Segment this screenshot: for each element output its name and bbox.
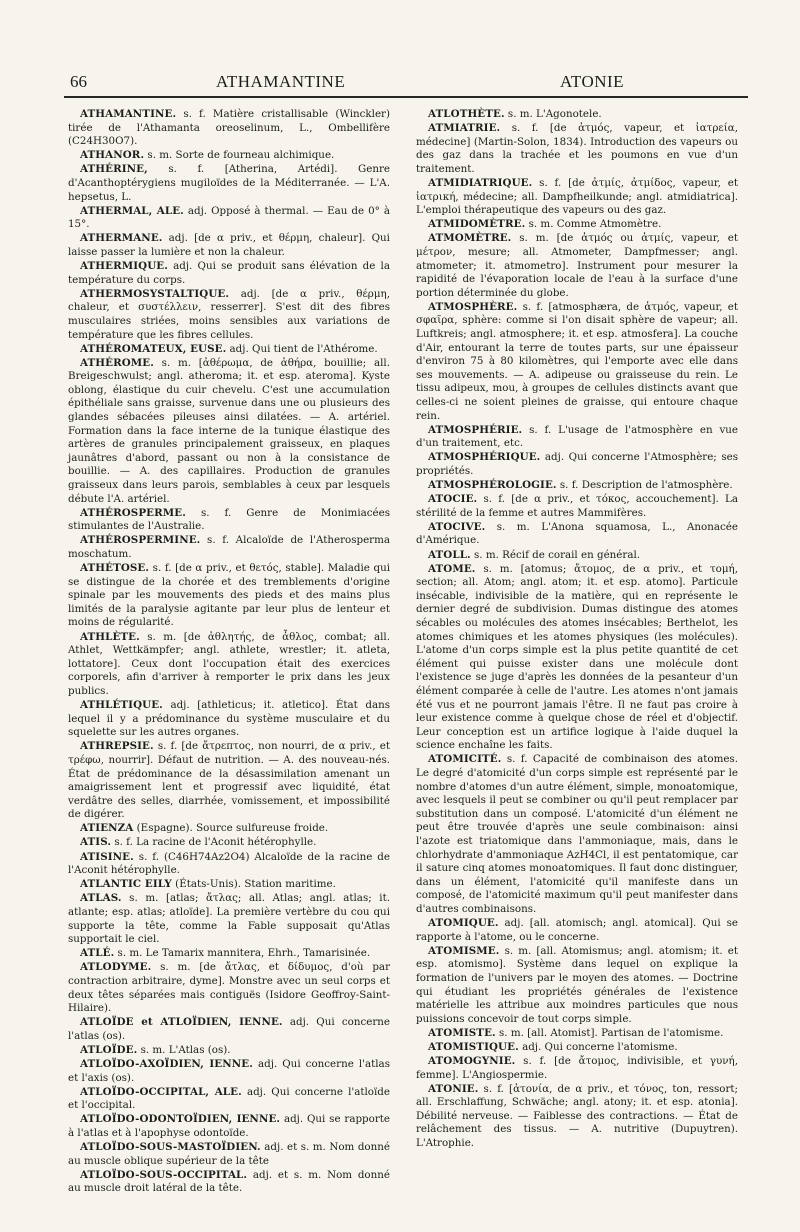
- entry-definition: adj. Qui se rapporte à l'atlas et à l'apophyse odontoïde.: [68, 1113, 390, 1139]
- dictionary-entry: [68, 947, 390, 961]
- entry-definition: s. f. Capacité de combinaison des atomes. Le degré d'atomicité d'un corps simple est représenté par le nombre d'atomes d'un autre élément, simple, monoatomique, avec lesquels il peut se combiner ou qu'il peut remplacer par substitution dans un composé. L'atomicité d'un élément ne peut être trouvée d'après une seule combinaison: ainsi l'azote est triatomique dans l'ammoniaque, mais, dans le chlorhydrate d'ammoniaque AzH4Cl, il est pentatomique, car il sature cinq atomes monoatomiques. Il faut donc distinguer, dans un élément, l'atomicité qu'il manifeste dans un composé, de l'atomicité maximum qu'il peut manifester dans d'autres combinaisons.: [416, 753, 738, 915]
- entry-definition: s. m. Comme Atmomètre.: [528, 218, 662, 231]
- entry-definition: adj. Qui concerne l'atloïde et l'occipital.: [68, 1085, 390, 1112]
- entry-definition: s. m. [atlas; ἄτλας; all. Atlas; angl. atlas; it. atlante; esp. atlas; atloïde]. La première vertèbre du cou qui supporte la tête, comme la Fable supposait qu'Atlas supportait le ciel.: [68, 892, 390, 946]
- entry-definition: adj. Qui concerne l'atomisme.: [522, 1040, 678, 1053]
- entry-definition: s. f. Alcaloïde de l'Atherosperma moschatum.: [68, 534, 390, 560]
- entry-headword: ATHÉROSPERME.: [80, 506, 186, 519]
- entry-headword: ATLOÏDO-AXOÏDIEN, IENNE.: [80, 1057, 253, 1070]
- dictionary-entry: [416, 1055, 738, 1082]
- dictionary-entry: [416, 218, 738, 232]
- dictionary-entry: [416, 563, 738, 753]
- entry-headword: ATLANTIC EILY: [80, 878, 172, 891]
- entry-definition: s. m. Récif de corail en général.: [474, 548, 641, 561]
- dictionary-entry: [68, 357, 390, 507]
- dictionary-entry: [68, 1016, 390, 1043]
- dictionary-entry: [68, 260, 390, 287]
- entry-definition: s. f. [de ἀτμός, vapeur, et ἰατρεία, médecine] (Martin-Solon, 1834). Introduction des vapeurs ou des gaz dans la trachée et les poumons en vue d'un traitement.: [416, 122, 738, 175]
- dictionary-entry: [68, 149, 390, 163]
- dictionary-entry: [68, 108, 390, 149]
- dictionary-entry: [416, 1083, 738, 1151]
- entry-headword: ATLOTHÈTE.: [428, 108, 505, 120]
- entry-definition: s. f. [de α priv., et θετός, stable]. Maladie qui se distingue de la chorée et des tremblements d'origine spinale par les mouvements des pieds et des mains plus limités de la paralysie agitante par leur plus de lenteur et moins de régularité.: [68, 562, 390, 629]
- dictionary-entry: [68, 878, 390, 892]
- dictionary-entry: [416, 451, 738, 478]
- page-number: 66: [70, 72, 87, 91]
- entry-headword: ATMOMÈTRE.: [428, 232, 512, 245]
- page-header: [64, 68, 748, 98]
- dictionary-entry: [68, 851, 390, 878]
- dictionary-entry: [416, 232, 738, 300]
- entry-definition: s. f. Description de l'atmosphère.: [559, 479, 733, 492]
- entry-definition: s. m. L'Anona squamosa, L., Anonacée d'Amérique.: [416, 520, 738, 547]
- dictionary-entry: [68, 961, 390, 1015]
- entry-definition: adj. Qui concerne l'atlas et l'axis (os).: [68, 1057, 390, 1084]
- dictionary-entry: [416, 945, 738, 1027]
- dictionary-entry: [416, 301, 738, 423]
- guide-word-left: ATHAMANTINE: [216, 72, 346, 91]
- entry-headword: ATIENZA: [80, 822, 134, 835]
- entry-headword: ATISINE.: [80, 850, 134, 863]
- dictionary-entry: [416, 108, 738, 122]
- entry-definition: adj. et s. m. Nom donné au muscle oblique supérieur de la tête: [68, 1141, 390, 1167]
- entry-definition: s. f. [de ἄτρεπτος, non nourri, de α priv., et τρέφω, nourrir]. Défaut de nutrition. — A. des nouveau-nés. État de prédominance de la désassimilation amenant un amaigrissement lent et progressif avec liquidité, état verdâtre des selles, diarrhée, vomissement, et impossibilité de digérer.: [68, 740, 390, 821]
- guide-word-right: ATONIE: [560, 72, 625, 91]
- entry-definition: s. m. [all. Atomist]. Partisan de l'atomisme.: [499, 1026, 724, 1039]
- entry-definition: adj. [de α priv., θέρμη, chaleur, et συστέλλειν, resserrer]. S'est dit des fibres musculaires striées, moins sensibles aux variations de température que les fibres cellules.: [68, 287, 390, 341]
- entry-headword: ATLOÏDO-SOUS-OCCIPITAL.: [80, 1168, 248, 1181]
- entry-definition: s. f. (C46H74Az2O4) Alcaloïde de la racine de l'Aconit hétérophylle.: [68, 850, 390, 877]
- entry-definition: (États-Unis). Station maritime.: [175, 878, 336, 891]
- dictionary-entry: [416, 479, 738, 493]
- entry-headword: ATMIATRIE.: [428, 122, 501, 135]
- dictionary-entry: [68, 699, 390, 740]
- entry-headword: ATHLÈTE.: [80, 630, 140, 643]
- entry-definition: (Espagne). Source sulfureuse froide.: [136, 822, 329, 835]
- entry-definition: s. f. [de ἀτμίς, ἀτμίδος, vapeur, et ἰατρική, médecine; all. Dampfheilkunde; angl. atmidiatrica]. L'emploi thérapeutique des vapeurs ou des gaz.: [416, 176, 739, 217]
- entry-headword: ATLODYME.: [80, 961, 152, 974]
- entry-definition: adj. Qui tient de l'Athérome.: [229, 342, 378, 355]
- dictionary-entry: [68, 534, 390, 561]
- entry-headword: ATMIDIATRIQUE.: [428, 176, 533, 189]
- entry-headword: ATHÉRINE,: [80, 163, 148, 176]
- dictionary-entry: [416, 549, 738, 563]
- entry-headword: ATLOÏDE.: [80, 1043, 138, 1056]
- dictionary-entry: [416, 1027, 738, 1041]
- dictionary-entry: [416, 122, 738, 176]
- entry-definition: s. f. [Atherina, Artédi]. Genre d'Acanthoptérygiens mugiloïdes de la Méditerranée. — L'A. hepsetus, L.: [68, 163, 390, 203]
- entry-headword: ATMOSPHÉROLOGIE.: [428, 479, 557, 492]
- entry-definition: s. m. L'Agonotele.: [507, 108, 602, 120]
- entry-definition: s. m. Sorte de fourneau alchimique.: [147, 149, 335, 162]
- dictionary-entry: [416, 424, 738, 451]
- entry-headword: ATMOSPHÈRE.: [428, 300, 518, 313]
- dictionary-entry: [68, 205, 390, 232]
- entry-headword: ATIS.: [80, 836, 112, 849]
- entry-definition: s. m. L'Atlas (os).: [140, 1043, 231, 1056]
- entry-definition: adj. Qui se produit sans élévation de la température du corps.: [68, 260, 390, 286]
- entry-definition: s. f. Matière cristallisable (Winckler) tirée de l'Athamanta oreoselinum, L., Ombellifère (C24H30O7).: [68, 108, 390, 148]
- entry-headword: ATMOSPHÉRIQUE.: [428, 451, 541, 464]
- entry-definition: s. f. [ἀτονία, de α priv., et τόνος, ton, ressort; all. Erschlaffung, Schwäche; angl. atony; it. et esp. atonia]. Débilité nerveuse. — Faiblesse des contractions. — État de relâchement des tissus. — A. nutritive (Dupuytren). L'Atrophie.: [416, 1082, 739, 1150]
- entry-definition: s. f. L'usage de l'atmosphère en vue d'un traitement, etc.: [416, 423, 738, 450]
- dictionary-entry: [416, 753, 738, 916]
- entry-definition: s. f. La racine de l'Aconit hétérophylle.: [114, 836, 317, 849]
- entry-headword: ATOMISME.: [428, 944, 500, 957]
- entry-definition: s. m. [de ἄτλας, et δίδυμος, d'où par contraction arbitraire, dyme]. Monstre avec un seul corps et deux têtes séparées mais contiguës (Isidore Geoffroy-Saint-Hilaire).: [68, 961, 390, 1015]
- dictionary-entry: [68, 343, 390, 357]
- entry-definition: adj. Qui concerne l'atlas (os).: [68, 1016, 390, 1042]
- right-column: [416, 108, 738, 1151]
- dictionary-entry: [68, 288, 390, 342]
- dictionary-entry: [68, 1113, 390, 1140]
- entry-definition: s. m. [all. Atomismus; angl. atomism; it. et esp. atomismo]. Système dans lequel on explique la formation de l'univers par le moyen des atomes. — Doctrine qui étudiant les propriétés générales de l'existence matérielle les attribue aux moindres particules que nous puissions concevoir de tout corps simple.: [416, 944, 738, 1025]
- entry-headword: ATHÉROSPERMINE.: [80, 534, 201, 547]
- entry-headword: ATOMOGYNIE.: [428, 1054, 516, 1067]
- entry-definition: s. m. [de ἀτμός ou ἀτμίς, vapeur, et μέτρον, mesure; all. Atmometer, Dampfmesser; angl. atmometer; it. atmometro]. Instrument pour mesurer la rapidité de l'évaporation locale de l'eau à la surface d'une portion déterminée du globe.: [416, 232, 738, 299]
- left-column: [68, 108, 390, 1196]
- dictionary-entry: [68, 1141, 390, 1168]
- dictionary-entry: [68, 1044, 390, 1058]
- entry-definition: s. m. [ἀθέρωμα, de ἀθήρα, bouillie; all. Breigeschwulst; angl. atheroma; it. et esp. ateroma]. Kyste oblong, élastique du cuir chevelu. C'est une accumulation épithéliale sans graisse, survenue dans une ou plusieurs des glandes sébacées pileuses ainsi dilatées. — A. artériel. Formation dans la face interne de la tunique élastique des artères de granules principalement graisseux, en plaques jaunâtres d'abord, passant ou non à la consistance de bouillie. — A. des capillaires. Production de granules graisseux dans leurs parois, semblables à ceux par lesquels débute l'A. artériel.: [68, 356, 390, 505]
- dictionary-entry: [416, 493, 738, 520]
- entry-definition: s. m. [de ἀθλητής, de ἆθλος, combat; all. Athlet, Wettkämpfer; angl. athlete, wrestler; it. atleta, lottatore]. Ceux dont l'occupation était des exercices corporels, afin d'arriver à remporter le prix dans les jeux publics.: [68, 630, 390, 697]
- entry-headword: ATOMIQUE.: [428, 917, 499, 930]
- entry-headword: ATLOÏDO-SOUS-MASTOÏDIEN.: [80, 1141, 261, 1154]
- entry-headword: ATOCIVE.: [428, 520, 486, 533]
- entry-definition: adj. Opposé à thermal. — Eau de 0° à 15°.: [68, 204, 390, 231]
- dictionary-entry: [416, 1041, 738, 1055]
- entry-headword: ATLÉ.: [80, 947, 115, 960]
- entry-headword: ATOMISTE.: [428, 1026, 496, 1039]
- entry-headword: ATONIE.: [428, 1082, 479, 1095]
- entry-headword: ATHAMANTINE.: [80, 108, 177, 120]
- dictionary-entry: [68, 822, 390, 836]
- entry-headword: ATHREPSIE.: [80, 740, 154, 753]
- dictionary-entry: [68, 507, 390, 534]
- entry-definition: adj. et s. m. Nom donné au muscle droit latéral de la tête.: [68, 1168, 390, 1195]
- entry-definition: s. f. Genre de Monimiacées stimulantes de l'Australie.: [68, 506, 390, 533]
- entry-definition: s. f. [atmosphæra, de ἀτμός, vapeur, et σφαῖρα, sphère: comme si l'on disait sphère de vapeur; all. Luftkreis; angl. atmosphere; it. et esp. atmosfera]. La couche d'Air, entourant la terre de toutes parts, sur une épaisseur d'environ 75 à 80 kilomètres, qui l'emporte avec elle dans ses mouvements. — A. adipeuse ou graisseuse du rein. Le tissu adipeux, mou, à groupes de cellules distincts avant que celles-ci ne soient pleines de graisse, qui entoure chaque rein.: [416, 300, 738, 422]
- entry-headword: ATLAS.: [80, 892, 122, 905]
- entry-headword: ATHERMAL, ALE.: [80, 204, 184, 217]
- entry-headword: ATLOÏDE et ATLOÏDIEN, IENNE.: [80, 1016, 283, 1029]
- entry-definition: adj. [all. atomisch; angl. atomical]. Qui se rapporte à l'atome, ou le concerne.: [416, 917, 738, 943]
- dictionary-entry: [68, 1086, 390, 1113]
- entry-headword: ATHLÉTIQUE.: [80, 699, 163, 712]
- entry-headword: ATLOÏDO-OCCIPITAL, ALE.: [80, 1085, 242, 1098]
- entry-definition: s. m. Le Tamarix mannitera, Ehrh., Tamarisinée.: [117, 947, 371, 960]
- dictionary-entry: [68, 163, 390, 204]
- entry-headword: ATLOÏDO-ODONTOÏDIEN, IENNE.: [80, 1113, 281, 1126]
- entry-headword: ATHÉROME.: [80, 356, 154, 369]
- entry-headword: ATHÉTOSE.: [80, 562, 150, 575]
- dictionary-entry: [68, 740, 390, 822]
- entry-definition: s. m. [atomus; ἄτομος, de α priv., et τομή, section; all. Atom; angl. atom; it. et esp. atomo]. Particule insécable, indivisible de la matière, qui en représente le dernier degré de subdivision. Dumas distingue des atomes sécables ou molécules des atomes insécables; Berthelot, les atomes chimiques et les atomes physiques (les molécules). L'atome d'un corps simple est la plus petite quantité de cet élément qui puisse exister dans une molécule dont l'existence se juge d'après les données de la pesanteur d'un élément comparée à celle de l'autre. Les atomes n'ont jamais été vus et ne pourront jamais l'être. Il ne faut pas croire à leur existence comme à quelque chose de réel et d'objectif. Leur conception est un artifice logique à l'aide duquel la science enchaîne les faits.: [416, 562, 738, 752]
- entry-headword: ATOCIE.: [428, 493, 478, 506]
- dictionary-entry: [68, 631, 390, 699]
- entry-headword: ATOME.: [428, 562, 476, 575]
- entry-headword: ATHANOR.: [80, 149, 145, 162]
- entry-headword: ATOMISTIQUE.: [428, 1040, 519, 1053]
- entry-definition: adj. [de α priv., et θέρμη, chaleur]. Qui laisse passer la lumière et non la chaleur.: [68, 232, 390, 258]
- dictionary-entry: [68, 232, 390, 259]
- dictionary-entry: [68, 836, 390, 850]
- dictionary-entry: [416, 917, 738, 944]
- entry-headword: ATHERMOSYSTALTIQUE.: [80, 287, 230, 300]
- dictionary-entry: [68, 562, 390, 630]
- entry-definition: adj. Qui concerne l'Atmosphère; ses propriétés.: [416, 451, 738, 477]
- dictionary-entry: [416, 177, 738, 218]
- entry-definition: adj. [athleticus; it. atletico]. État dans lequel il y a prédominance du système musculaire et du squelette sur les autres organes.: [68, 699, 391, 739]
- entry-headword: ATHERMIQUE.: [80, 260, 168, 273]
- dictionary-entry: [68, 1169, 390, 1196]
- entry-headword: ATHÉROMATEUX, EUSE.: [80, 342, 227, 355]
- entry-headword: ATOMICITÉ.: [428, 753, 502, 766]
- entry-definition: s. f. [de α priv., et τόκος, accouchement]. La stérilité de la femme et autres Mammifères.: [416, 493, 738, 519]
- dictionary-entry: [416, 521, 738, 548]
- entry-headword: ATMOSPHÉRIE.: [428, 423, 523, 436]
- entry-definition: s. f. [de ἄτομος, indivisible, et γυνή, femme]. L'Angiospermie.: [416, 1054, 738, 1081]
- entry-headword: ATOLL.: [428, 548, 471, 561]
- entry-headword: ATHERMANE.: [80, 232, 163, 245]
- dictionary-entry: [68, 1058, 390, 1085]
- dictionary-entry: [68, 892, 390, 946]
- entry-headword: ATMIDOMÈTRE.: [428, 218, 526, 231]
